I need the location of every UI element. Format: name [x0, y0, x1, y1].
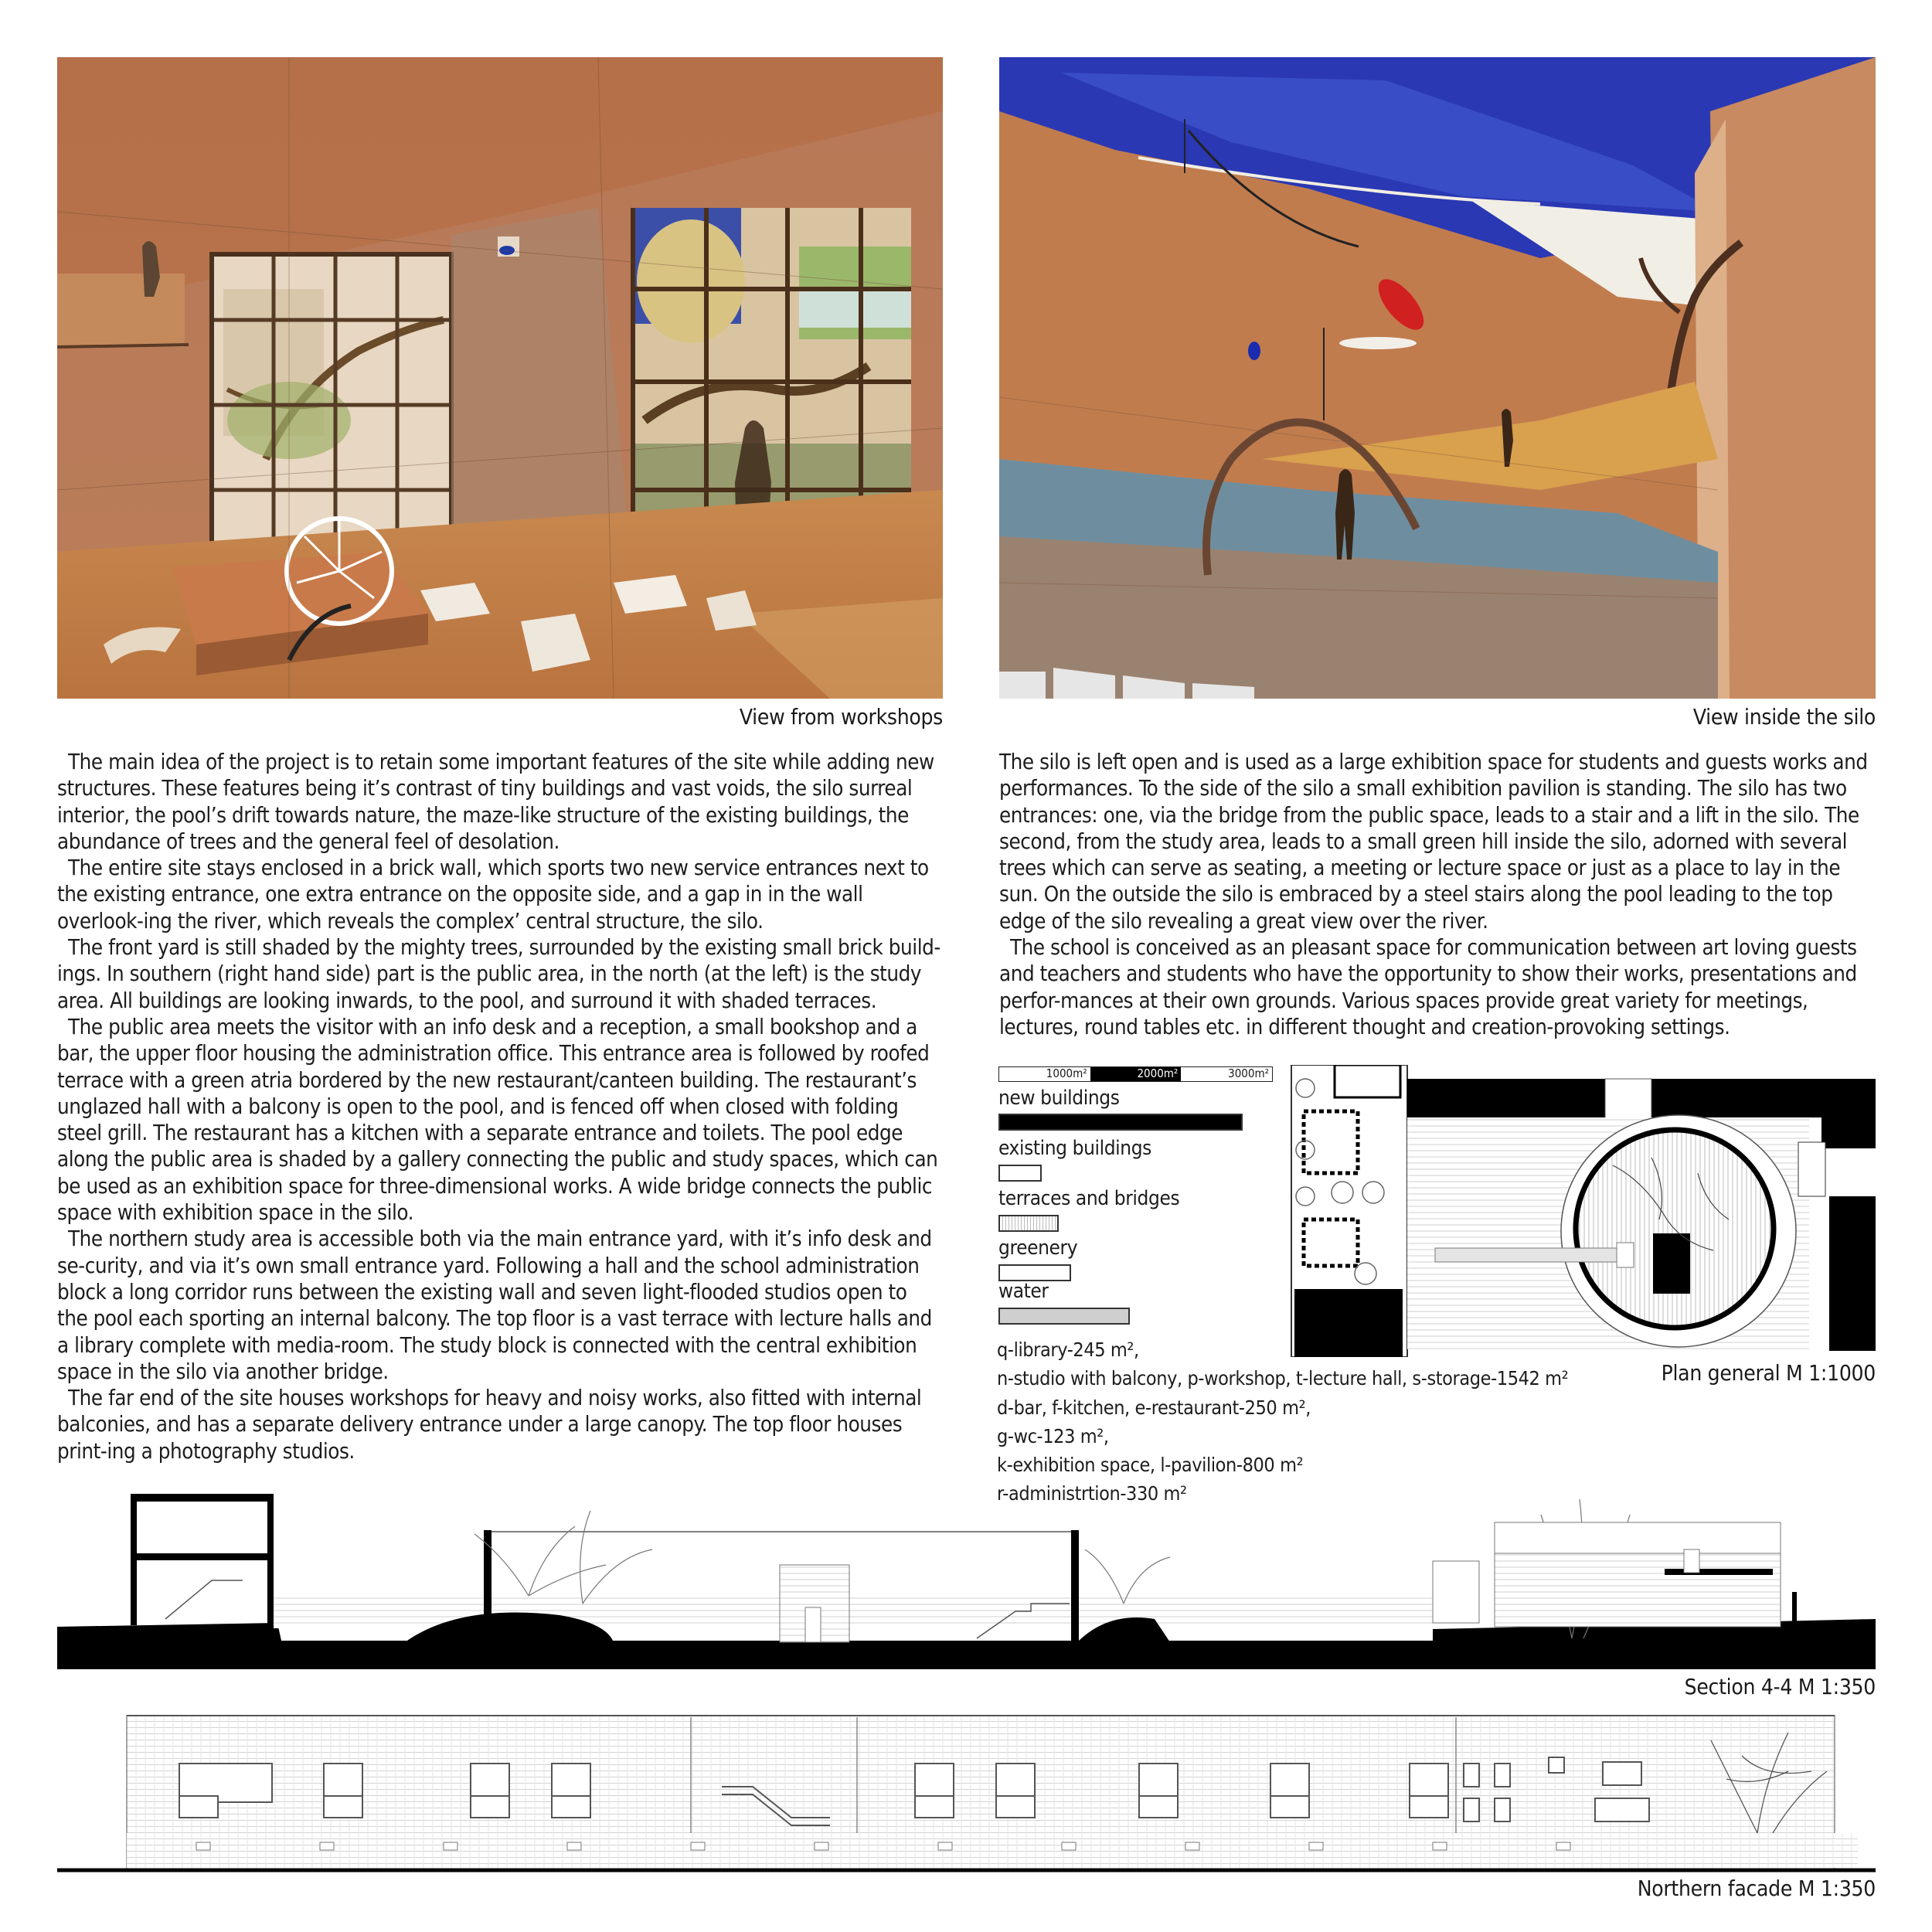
left-paragraph-5: The northern study area is accessible both via the main entrance yard, with it’s info desk and se-curity, and via it’s own small entrance yard. Following a hall and the school administration block a long corridor runs between the existing wall and seven light-flooded studios open to the pool each sporting an internal balcony. The top floor is a vast terrace with lecture halls and a library complete with media-room. The study block is connected with the central exhibition space in the silo via another bridge. [57, 1226, 932, 1384]
scale-label-3000: 3000m² [1228, 1066, 1270, 1080]
legend-label-greenery: greenery [998, 1236, 1078, 1260]
facade-caption: Northern facade M 1:350 [1637, 1876, 1876, 1901]
site-plan-drawing [1288, 1065, 1876, 1357]
area-item-wc: g-wc-123 m², [997, 1424, 1109, 1447]
scale-label-2000: 2000m² [1090, 1067, 1182, 1081]
left-paragraph-2: The entire site stays enclosed in a brick wall, which sports two new service entrances next to the existing entrance, one extra entrance on the opposite side, and a gap in in the wall overlook-ing the river, which reveals the complex’ central structure, the silo. [57, 855, 929, 934]
legend-swatch-existing-buildings [998, 1165, 1042, 1182]
left-paragraph-1: The main idea of the project is to retain some important features of the site while adding new structures. These features being it’s contrast of tiny buildings and vast voids, the silo surreal interior, the pool’s drift towards nature, the maze-like structure of the existing buildings, the abundance of trees and the general feel of desolation. [57, 750, 934, 854]
facade-drawing [57, 1709, 1876, 1873]
section-caption: Section 4-4 M 1:350 [1684, 1674, 1876, 1699]
area-item-library: q-library-245 m², [997, 1338, 1139, 1361]
right-paragraph-2: The school is conceived as an pleasant space for communication between art loving guests and teachers and students who have the opportunity to show their works, presentations and perfor-mances at their own grounds. Various spaces provide great variety for meetings, lectures, round tables etc. in different thought and creation-provoking settings. [999, 935, 1857, 1039]
left-paragraph-3: The front yard is still shaded by the mighty trees, surrounded by the existing small brick build-ings. In southern (right hand side) part is the public area, in the north (at the left) is the study area. All buildings are looking inwards, to the pool, and surround it with shaded terraces. [57, 935, 940, 1013]
legend-label-water: water [998, 1280, 1049, 1303]
legend-swatch-terraces-bridges [998, 1215, 1059, 1232]
legend-label-new-buildings: new buildings [998, 1087, 1120, 1110]
workshops-view-painting [57, 57, 943, 699]
left-paragraph-6: The far end of the site houses workshops for heavy and noisy works, also fitted with internal balconies, and has a separate delivery entrance under a large canopy. The top floor houses print-ing a photography studios. [57, 1386, 922, 1464]
area-scale-bar [998, 1066, 1273, 1082]
right-paragraph-1: The silo is left open and is used as a large exhibition space for students and guests works and performances. To the side of the silo a small exhibition pavilion is standing. The silo has two entrances: one, via the bridge from the public space, leads to a stair and a lift in the silo. The second, from the study area, leads to a small green hill inside the silo, adorned with several trees which can serve as seating, a meeting or lecture space or just as a place to lay in the sun. On the outside the silo is embraced by a steel stairs along the pool leading to the top edge of the silo revealing a great view over the river. [999, 750, 1868, 934]
silo-view-painting [999, 57, 1876, 699]
left-paragraph-4: The public area meets the visitor with an info desk and a reception, a small bookshop and a bar, the upper floor housing the administration office. This entrance area is followed by roofed terrace with a green atria bordered by the new restaurant/canteen building. The restaurant’s unglazed hall with a balcony is open to the pool, and is fenced off when closed with folding steel grill. The restaurant has a kitchen with a separate entrance and toilets. The pool edge along the public area is shaded by a gallery connecting the public and study spaces, which can be used as an exhibition space for three-dimensional works. A wide bridge connects the public space with exhibition space in the silo. [57, 1014, 938, 1226]
area-item-exhibition: k-exhibition space, l-pavilion-800 m² [997, 1454, 1304, 1477]
area-list [997, 1335, 1568, 1509]
scale-label-1000: 1000m² [1046, 1066, 1087, 1080]
silo-view-caption: View inside the silo [1692, 704, 1876, 730]
area-item-bar: d-bar, f-kitchen, e-restaurant-250 m², [997, 1396, 1311, 1419]
workshops-view-caption: View from workshops [739, 704, 943, 730]
section-drawing [57, 1488, 1876, 1672]
area-item-studios: n-studio with balcony, p-workshop, t-lecture hall, s-storage-1542 m² [997, 1367, 1569, 1390]
legend-swatch-water [998, 1308, 1130, 1325]
area-item-administration: r-administrtion-330 m² [997, 1482, 1187, 1505]
legend-label-existing-buildings: existing buildings [998, 1137, 1151, 1160]
left-text-column [57, 749, 943, 1464]
legend-swatch-new-buildings [998, 1114, 1243, 1131]
plan-caption: Plan general M 1:1000 [1661, 1360, 1876, 1386]
legend-label-terraces-bridges: terraces and bridges [998, 1187, 1180, 1210]
legend-swatch-greenery [998, 1264, 1071, 1281]
right-text-column [999, 749, 1876, 1040]
